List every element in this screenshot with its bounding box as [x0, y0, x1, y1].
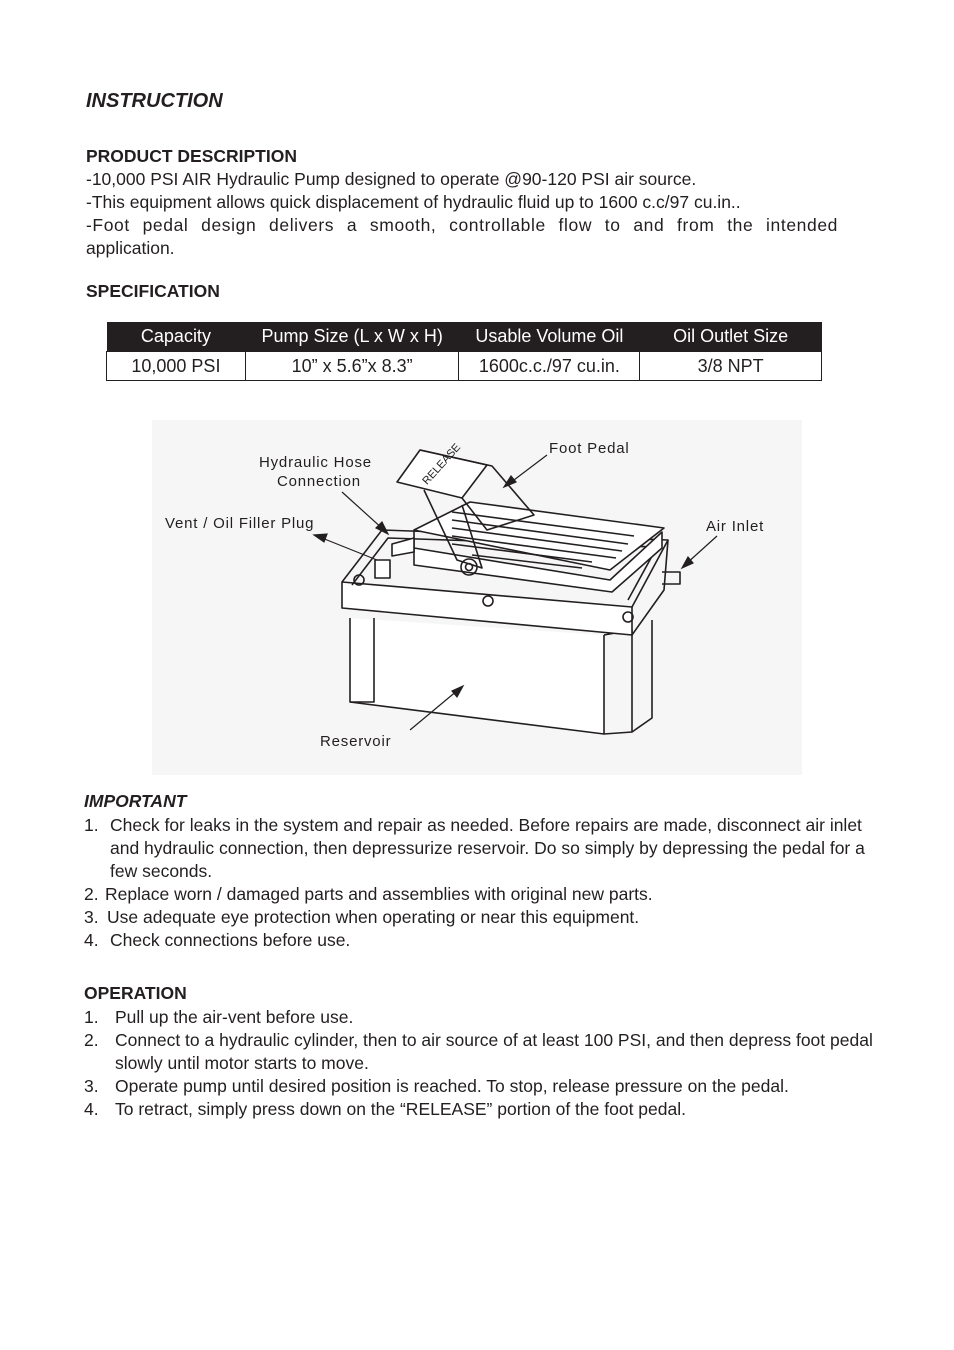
item-text: Check connections before use.	[110, 930, 351, 950]
item-number: 4.	[84, 930, 99, 950]
description-line: -Foot pedal design delivers a smooth, controllable flow to and from the intended	[86, 215, 838, 235]
item-number: 4.	[84, 1099, 99, 1119]
column-header: Oil Outlet Size	[640, 322, 822, 352]
column-header: Capacity	[107, 322, 246, 352]
table-cell: 10” x 5.6”x 8.3”	[245, 352, 459, 381]
operation-list	[84, 1006, 884, 1121]
list-item	[84, 814, 884, 883]
list-item	[84, 906, 884, 929]
table-cell: 10,000 PSI	[107, 352, 246, 381]
important-list	[84, 814, 884, 952]
air-inlet-label: Air Inlet	[706, 518, 765, 535]
item-number: 3.	[84, 907, 99, 927]
list-item	[84, 1098, 884, 1121]
pump-diagram	[152, 420, 802, 775]
specification-table	[106, 322, 822, 381]
item-text: Check for leaks in the system and repair as needed. Before repairs are made, disconnect air inlet and hydraulic connection, then depressurize reservoir. Do so simply by depressing the pedal for a few seconds.	[110, 815, 865, 881]
product-description-heading: PRODUCT DESCRIPTION	[86, 146, 297, 166]
table-cell: 1600c.c./97 cu.in.	[459, 352, 640, 381]
item-text: Connect to a hydraulic cylinder, then to air source of at least 100 PSI, and then depress foot pedal slowly until motor starts to move.	[115, 1030, 873, 1073]
description-line: -This equipment allows quick displacement of hydraulic fluid up to 1600 c.c/97 cu.in..	[86, 192, 741, 212]
description-line: -10,000 PSI AIR Hydraulic Pump designed to operate @90-120 PSI air source.	[86, 169, 697, 189]
operation-heading: OPERATION	[84, 983, 187, 1003]
list-item	[84, 1029, 884, 1075]
list-item	[84, 929, 884, 952]
item-text: Replace worn / damaged parts and assemblies with original new parts.	[105, 884, 653, 904]
hydraulic-hose-label: Hydraulic Hose	[259, 454, 372, 471]
table-cell: 3/8 NPT	[640, 352, 822, 381]
list-item	[84, 1006, 884, 1029]
item-number: 2.	[84, 884, 99, 904]
item-text: Use adequate eye protection when operating or near this equipment.	[107, 907, 640, 927]
list-item	[84, 1075, 884, 1098]
page-title: INSTRUCTION	[86, 90, 223, 112]
list-item	[84, 883, 884, 906]
pedal-release-text: RELEASE	[420, 441, 464, 488]
specification-heading: SPECIFICATION	[86, 281, 220, 301]
table-header-row	[107, 322, 822, 352]
description-line: application.	[86, 238, 175, 258]
column-header: Pump Size (L x W x H)	[245, 322, 459, 352]
foot-pedal-label: Foot Pedal	[549, 440, 630, 457]
item-text: To retract, simply press down on the “RELEASE” portion of the foot pedal.	[115, 1099, 686, 1119]
item-number: 2.	[84, 1030, 99, 1050]
vent-plug-label: Vent / Oil Filler Plug	[165, 515, 315, 532]
reservoir-label: Reservoir	[320, 733, 392, 750]
item-number: 1.	[84, 815, 99, 835]
important-heading: IMPORTANT	[84, 791, 187, 811]
column-header: Usable Volume Oil	[459, 322, 640, 352]
product-description	[86, 168, 838, 260]
table-row	[107, 352, 822, 381]
item-number: 3.	[84, 1076, 99, 1096]
hydraulic-hose-label-line2: Connection	[277, 473, 361, 490]
item-text: Pull up the air-vent before use.	[115, 1007, 354, 1027]
item-text: Operate pump until desired position is reached. To stop, release pressure on the pedal.	[115, 1076, 789, 1096]
item-number: 1.	[84, 1007, 99, 1027]
